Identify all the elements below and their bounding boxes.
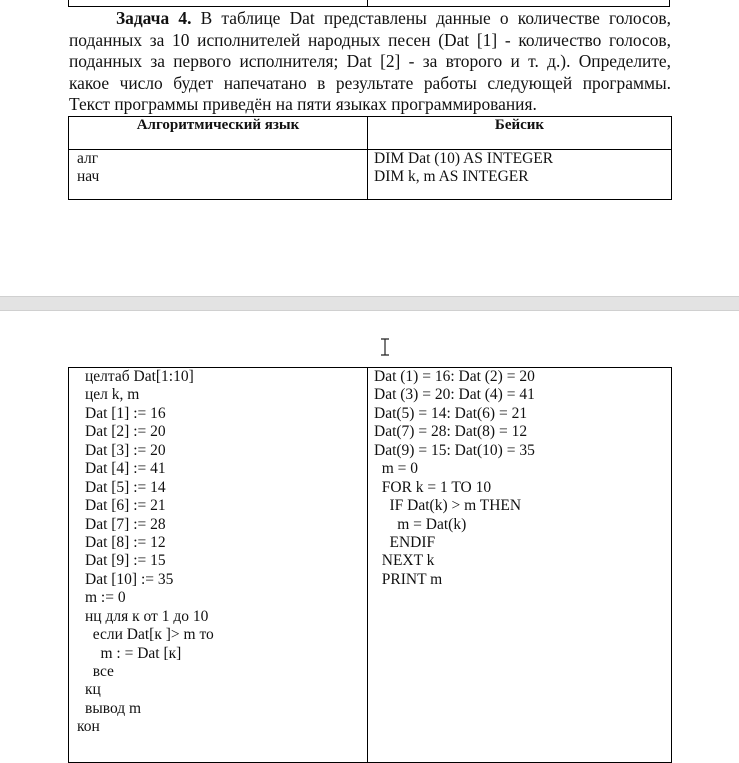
code-line: IF Dat(k) > m THEN [374,497,522,515]
code-line: PRINT m [374,570,443,588]
code-line: Dat(9) = 15: Dat(10) = 35 [374,441,535,459]
basic-cell-row2 [368,368,672,763]
task-line-text: В таблице Dat представлены данные о количестве голосов, [191,8,671,28]
code-line: Dat [1] := 16 [85,404,166,422]
code-line: Dat [9] := 15 [85,552,166,570]
program-table-top [68,116,672,200]
code-line: целтаб Dat[1:10] [85,368,194,385]
code-line: NEXT k [374,552,435,570]
document-page-top [0,0,739,296]
previous-table-divider [367,0,368,7]
code-line: кц [85,681,101,699]
algo-cell-row1 [69,150,368,200]
code-line: Dat [4] := 41 [85,460,166,478]
code-line: нц для к от 1 до 10 [85,607,209,625]
code-line: Dat [3] := 20 [85,441,166,459]
code-line: цел k, m [85,386,140,404]
previous-table-edge [68,0,670,7]
code-line: Dat [8] := 12 [85,533,166,551]
code-line: Dat (3) = 20: Dat (4) = 41 [374,386,535,404]
code-line: Dat [2] := 20 [85,423,166,441]
code-line: вывод m [85,699,142,717]
code-line: DIM k, m AS INTEGER [374,168,529,186]
page-break-gap [0,296,739,311]
task-paragraph [69,8,671,116]
code-line: ENDIF [374,533,436,551]
header-algorithmic-language: Алгоритмический язык [69,117,368,150]
text-cursor-icon [380,338,390,356]
code-line: FOR k = 1 TO 10 [374,478,492,496]
program-table-bottom [68,367,672,763]
task-line: Текст программы приведён на пяти языках программирования. [69,94,537,115]
algo-cell-row2 [69,368,368,763]
task-line: поданных за 10 исполнителей народных песен (Dat [1] - количество голосов, [69,29,671,50]
code-line: Dat(5) = 14: Dat(6) = 21 [374,404,528,422]
code-line: Dat (1) = 16: Dat (2) = 20 [374,368,535,385]
code-line: Dat(7) = 28: Dat(8) = 12 [374,423,528,441]
code-line: m = Dat(k) [374,515,467,533]
code-line: Dat [10] := 35 [85,570,174,588]
basic-cell-row1 [368,150,672,200]
task-title: Задача 4. [116,8,192,28]
code-line: нач [77,168,100,186]
code-line: если Dat[к ]> m то [85,626,214,644]
code-line: m : = Dat [к] [85,644,182,662]
code-line: алг [77,150,99,167]
code-line: Dat [5] := 14 [85,478,166,496]
code-line: m := 0 [85,589,126,607]
header-basic: Бейсик [368,117,672,150]
code-line: Dat [7] := 28 [85,515,166,533]
code-line: Dat [6] := 21 [85,497,166,515]
task-line: поданных за первого исполнителя; Dat [2] - за второго и т. д.). Определите, [69,51,671,72]
task-line [69,8,671,30]
code-line: кон [77,718,100,736]
code-line: все [85,663,114,680]
task-line: какое число будет напечатано в результате работы следующей программы. [69,72,671,93]
code-line: DIM Dat (10) AS INTEGER [374,150,554,167]
code-line: m = 0 [374,460,419,478]
